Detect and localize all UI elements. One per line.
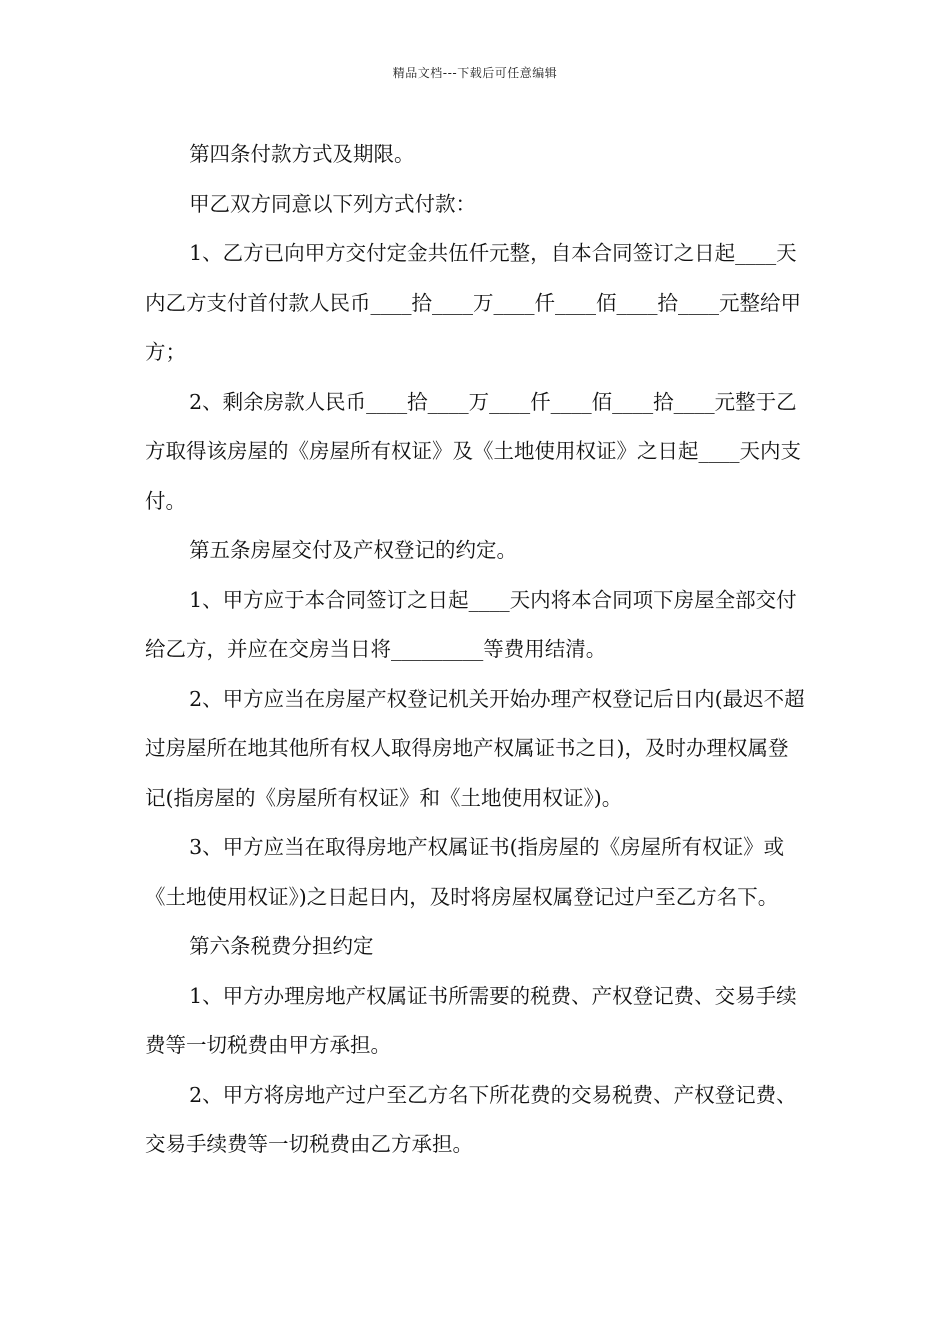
payment-clause-2: 2、剩余房款人民币____拾____万____仟____佰____拾____元整于乙方取得该房屋的《房屋所有权证》及《土地使用权证》之日起____天内支付。 [145,389,801,513]
tax-clause-2: 2、甲方将房地产过户至乙方名下所花费的交易税费、产权登记费、交易手续费等一切税费由乙方承担。 [145,1082,797,1156]
delivery-clause-2: 2、甲方应当在房屋产权登记机关开始办理产权登记后日内(最迟不超过房屋所在地其他所有权人取得房地产权属证书之日)，及时办理权属登记(指房屋的《房屋所有权证》和《土地使用权证》)。 [145,686,805,810]
document-body [145,130,807,1170]
article-5-heading: 第五条房屋交付及产权登记的约定。 [189,538,518,562]
article-4-heading: 第四条付款方式及期限。 [189,142,415,166]
article-6-heading: 第六条税费分担约定 [189,934,374,958]
delivery-clause-3: 3、甲方应当在取得房地产权属证书(指房屋的《房屋所有权证》或《土地使用权证》)之日起日内，及时将房屋权属登记过户至乙方名下。 [145,835,785,909]
payment-clause-1: 1、乙方已向甲方交付定金共伍仟元整，自本合同签订之日起____天内乙方支付首付款人民币____拾____万____仟____佰____拾____元整给甲方； [145,241,801,364]
page-header: 精品文档---下载后可任意编辑 [392,66,558,80]
delivery-clause-1: 1、甲方应于本合同签订之日起____天内将本合同项下房屋全部交付给乙方，并应在交房当日将_________等费用结清。 [145,587,797,661]
tax-clause-1: 1、甲方办理房地产权属证书所需要的税费、产权登记费、交易手续费等一切税费由甲方承担。 [145,983,797,1057]
payment-intro: 甲乙双方同意以下列方式付款： [189,191,477,216]
